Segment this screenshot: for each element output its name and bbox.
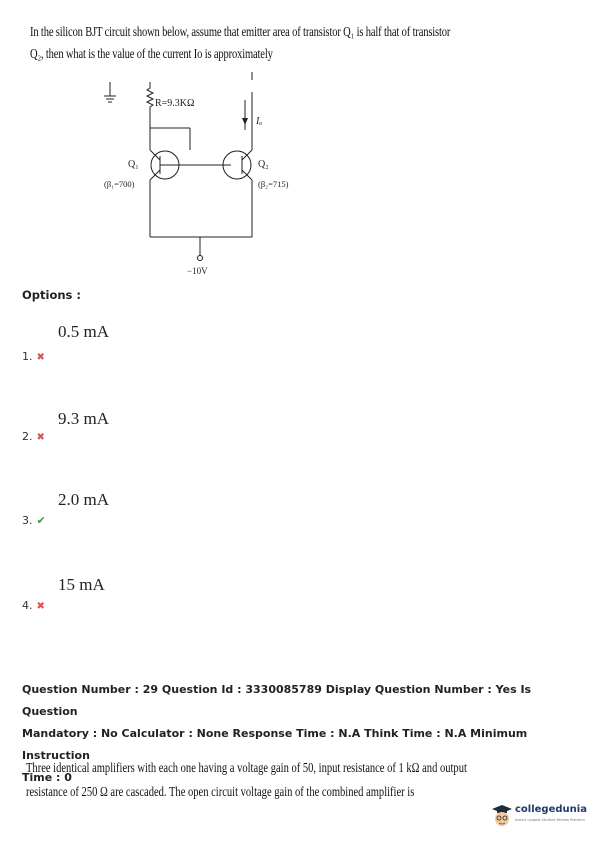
- question-line-2: Q₂, then what is the value of the current Io is approximately: [30, 46, 273, 61]
- options-heading: Options :: [22, 288, 81, 302]
- io-current-label: Iₒ: [256, 116, 263, 127]
- q2-beta-label: (β₂=715): [258, 179, 289, 189]
- collegedunia-logo[interactable]: [491, 802, 591, 832]
- graduate-avatar-icon: [491, 804, 513, 830]
- logo-tagline: India's Largest Student Review Platform: [515, 818, 585, 822]
- option-4-label: 4.: [22, 599, 33, 612]
- question-line-1: In the silicon BJT circuit shown below, assume that emitter area of transistor Q₁ is half that of transistor: [30, 24, 451, 39]
- option-2-number: [22, 430, 45, 443]
- next-question-line-2: resistance of 250 Ω are cascaded. The open circuit voltage gain of the combined amplifier is: [26, 784, 415, 799]
- cross-icon: ✖: [36, 352, 45, 363]
- check-icon: ✔: [36, 514, 46, 527]
- option-3-value[interactable]: 2.0 mA: [58, 490, 109, 509]
- option-4-value[interactable]: 15 mA: [58, 575, 105, 594]
- option-3-label: 3.: [22, 514, 33, 527]
- option-2-label: 2.: [22, 430, 33, 443]
- q2-label: Q₂: [258, 159, 269, 170]
- cross-icon: ✖: [36, 601, 45, 612]
- option-1-label: 1.: [22, 350, 33, 363]
- resistor-label: R=9.3KΩ: [155, 98, 195, 109]
- option-2-value[interactable]: 9.3 mA: [58, 409, 109, 428]
- option-4-number: [22, 599, 45, 612]
- bjt-circuit-diagram: [0, 70, 595, 285]
- option-1-number: [22, 350, 45, 363]
- metadata-line-2: Mandatory : No Calculator : None Response Time : N.A Think Time : N.A Minimum Instruction: [22, 727, 528, 762]
- option-3-number: [22, 514, 46, 527]
- metadata-line-3: Time : 0: [22, 771, 72, 784]
- q1-label: Q₁: [128, 159, 139, 170]
- q1-beta-label: (β₁=700): [104, 179, 135, 189]
- logo-wordmark: collegedunia: [515, 804, 587, 815]
- next-question-line-1: Three identical amplifiers with each one having a voltage gain of 50, input resistance of 1 kΩ and output: [26, 760, 467, 775]
- metadata-line-1: Question Number : 29 Question Id : 3330085789 Display Question Number : Yes Is Question: [22, 683, 532, 718]
- option-1-value[interactable]: 0.5 mA: [58, 322, 109, 341]
- cross-icon: ✖: [36, 432, 45, 443]
- supply-voltage-label: −10V: [187, 266, 208, 276]
